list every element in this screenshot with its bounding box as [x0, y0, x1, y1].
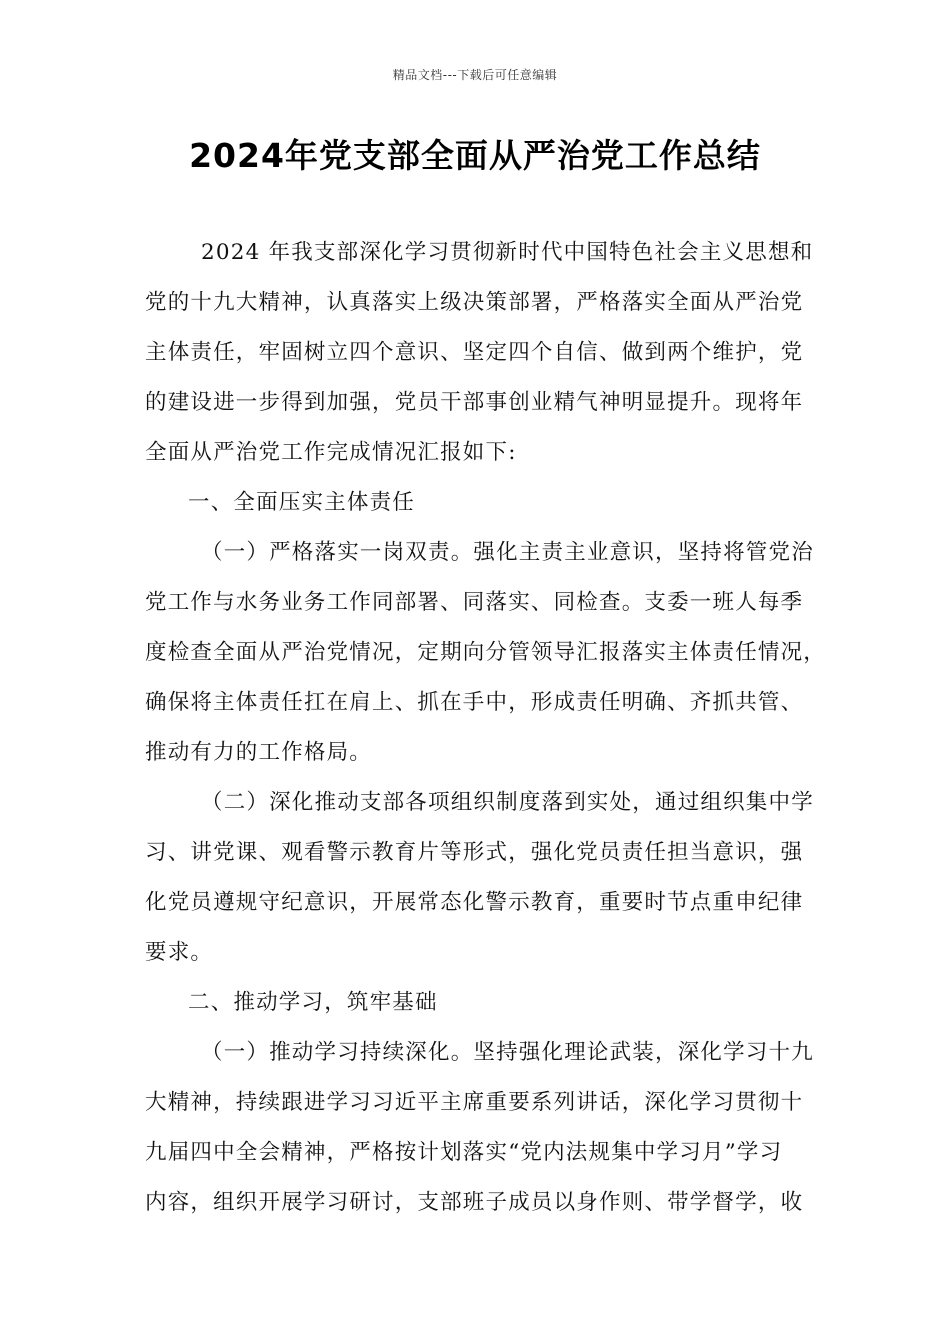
text-line: 九届四中全会精神，严格按计划落实“党内法规集中学习月”学习	[145, 1140, 783, 1165]
text-line: 党工作与水务业务工作同部署、同落实、同检查。支委一班人每季	[145, 590, 804, 615]
document-title: 2024年党支部全面从严治党工作总结	[189, 136, 761, 175]
section-heading-2	[145, 978, 825, 1028]
text-line: 习、讲党课、观看警示教育片等形式，强化党员责任担当意识，强	[145, 840, 804, 865]
header-note: 精品文档---下载后可任意编辑	[392, 68, 558, 82]
paragraph-2-1	[145, 1028, 825, 1228]
text-line: （二）深化推动支部各项组织制度落到实处，通过组织集中学	[201, 790, 814, 815]
text-line: 确保将主体责任扛在肩上、抓在手中，形成责任明确、齐抓共管、	[145, 690, 804, 715]
text-line: 要求。	[145, 940, 214, 965]
text-line: 主体责任，牢固树立四个意识、坚定四个自信、做到两个维护，党	[145, 340, 804, 365]
paragraph-1-2	[145, 778, 825, 978]
text-line: 化党员遵规守纪意识，开展常态化警示教育，重要时节点重申纪律	[145, 890, 804, 915]
text-line: 一、全面压实主体责任	[188, 490, 416, 515]
text-line: 全面从严治党工作完成情况汇报如下:	[145, 440, 517, 465]
text-line: 党的十九大精神，认真落实上级决策部署，严格落实全面从严治党	[145, 290, 804, 315]
section-heading-1	[145, 478, 825, 528]
paragraph-1-1	[145, 528, 825, 778]
text-line: 大精神，持续跟进学习习近平主席重要系列讲话，深化学习贯彻十	[145, 1090, 804, 1115]
text-line: 度检查全面从严治党情况，定期向分管领导汇报落实主体责任情况，	[145, 640, 827, 665]
document-body	[145, 228, 825, 1228]
text-line: 二、推动学习，筑牢基础	[188, 990, 438, 1015]
text-line: 推动有力的工作格局。	[145, 740, 373, 765]
text-line: （一）推动学习持续深化。坚持强化理论武装，深化学习十九	[201, 1040, 814, 1065]
paragraph-intro	[145, 228, 825, 478]
text-line: 的建设进一步得到加强，党员干部事创业精气神明显提升。现将年	[145, 390, 804, 415]
text-line: 2024 年我支部深化学习贯彻新时代中国特色社会主义思想和	[201, 240, 814, 265]
text-line: 内容，组织开展学习研讨，支部班子成员以身作则、带学督学，收	[145, 1190, 804, 1215]
text-line: （一）严格落实一岗双责。强化主责主业意识，坚持将管党治	[201, 540, 814, 565]
